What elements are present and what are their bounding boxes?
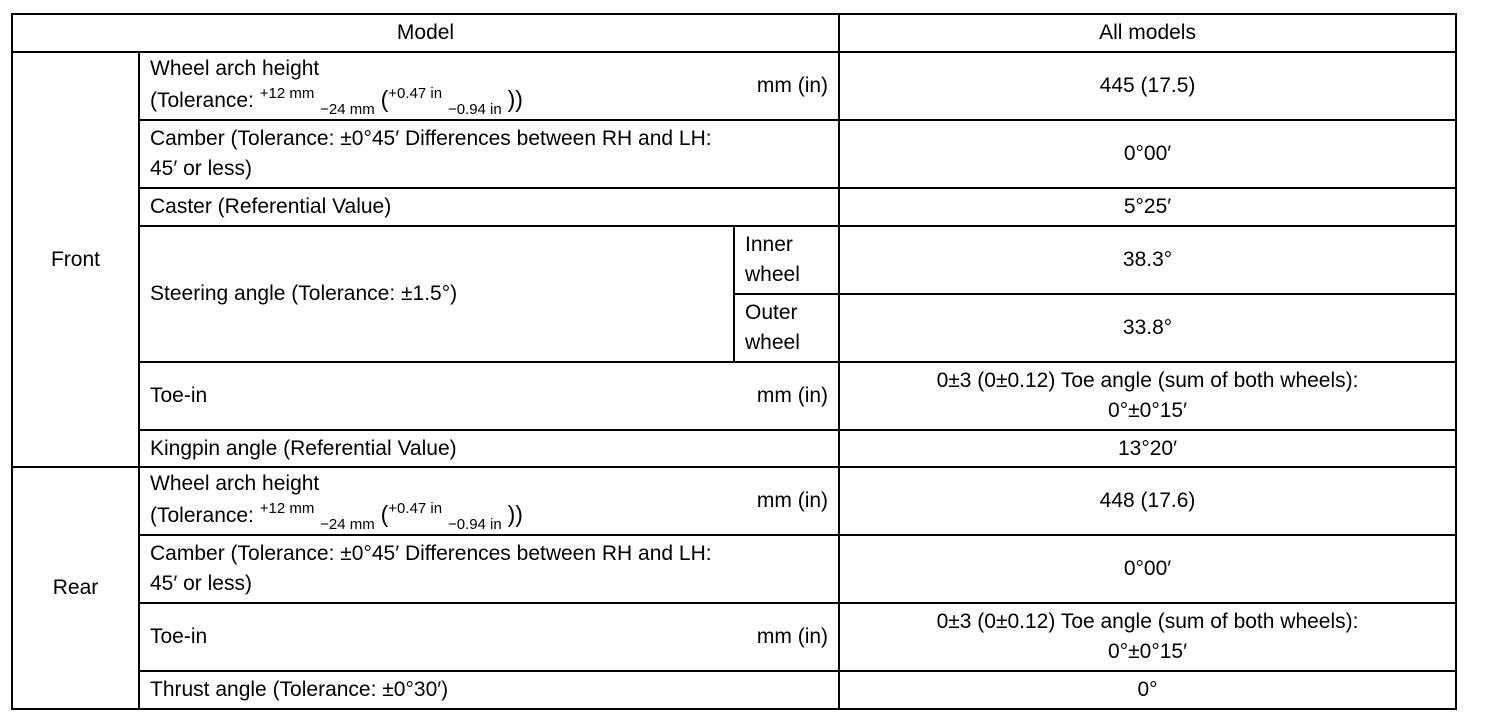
front-toe-in-value-line1: 0±3 (0±0.12) Toe angle (sum of both wheels): — [936, 369, 1359, 392]
tolerance-prefix: (Tolerance: — [150, 89, 260, 112]
front-wheel-arch-unit: mm (in) — [756, 74, 829, 97]
tolerance-mm-minus: −24 mm — [320, 516, 375, 533]
front-caster-value: 5°25′ — [839, 188, 1456, 226]
spec-table — [11, 13, 1457, 710]
outer-line1: Outer — [745, 301, 798, 324]
front-toe-in-value-line2: 0°±0°15′ — [1108, 399, 1188, 422]
rear-wheel-arch-label — [139, 467, 839, 535]
model-header: Model — [12, 14, 839, 52]
rear-camber-line2: 45′ or less) — [150, 572, 252, 595]
front-camber-line2: 45′ or less) — [150, 157, 252, 180]
tolerance-in-plus: +0.47 in — [388, 85, 443, 102]
header-row — [12, 14, 1456, 52]
rear-thrust-value: 0° — [839, 671, 1456, 709]
rear-camber-value: 0°00′ — [839, 535, 1456, 603]
rear-wheel-arch-row — [12, 467, 1456, 535]
tolerance-mm-minus: −24 mm — [320, 101, 375, 118]
tolerance-mm-plus: +12 mm — [259, 85, 315, 102]
front-toe-in-row — [12, 362, 1456, 430]
rear-toe-in-value-line2: 0°±0°15′ — [1108, 640, 1188, 663]
tolerance-paren-open: ( — [380, 86, 389, 112]
inner-line2: wheel — [745, 263, 800, 286]
tolerance-mm-plus: +12 mm — [259, 500, 315, 517]
rear-toe-in-value — [839, 603, 1456, 671]
front-steering-label: Steering angle (Tolerance: ±1.5°) — [139, 226, 734, 362]
front-steering-outer-label — [734, 294, 839, 362]
front-toe-in-value — [839, 362, 1456, 430]
rear-toe-in-unit: mm (in) — [756, 625, 829, 648]
front-toe-in-label — [139, 362, 839, 430]
front-group-label: Front — [12, 52, 139, 467]
rear-wheel-arch-title: Wheel arch height — [150, 472, 320, 495]
front-kingpin-value: 13°20′ — [839, 430, 1456, 467]
rear-thrust-label: Thrust angle (Tolerance: ±0°30′) — [139, 671, 839, 709]
rear-wheel-arch-tolerance — [150, 500, 523, 533]
rear-group-label: Rear — [12, 467, 139, 709]
tolerance-in-plus: +0.47 in — [388, 500, 443, 517]
inner-line1: Inner — [745, 233, 793, 256]
rear-toe-in-value-line1: 0±3 (0±0.12) Toe angle (sum of both wheels): — [936, 610, 1359, 633]
rear-toe-in-label — [139, 603, 839, 671]
front-wheel-arch-tolerance — [150, 85, 523, 118]
rear-wheel-arch-value: 448 (17.6) — [839, 467, 1456, 535]
rear-thrust-row — [12, 671, 1456, 709]
front-wheel-arch-title: Wheel arch height — [150, 57, 320, 80]
tolerance-paren-close: )) — [507, 501, 523, 527]
front-steering-inner-value: 38.3° — [839, 226, 1456, 294]
front-caster-row — [12, 188, 1456, 226]
tolerance-paren-open: ( — [380, 501, 389, 527]
front-caster-label: Caster (Referential Value) — [139, 188, 839, 226]
tolerance-paren-close: )) — [507, 86, 523, 112]
tolerance-in-minus: −0.94 in — [447, 516, 502, 533]
rear-toe-in-row — [12, 603, 1456, 671]
front-camber-row — [12, 120, 1456, 188]
front-toe-in-unit: mm (in) — [756, 384, 829, 407]
rear-camber-row — [12, 535, 1456, 603]
tolerance-prefix: (Tolerance: — [150, 504, 260, 527]
front-wheel-arch-label — [139, 52, 839, 120]
front-wheel-arch-row — [12, 52, 1456, 120]
rear-camber-label — [139, 535, 839, 603]
rear-toe-in-title: Toe-in — [150, 625, 208, 648]
front-wheel-arch-value: 445 (17.5) — [839, 52, 1456, 120]
front-camber-label — [139, 120, 839, 188]
front-camber-line1: Camber (Tolerance: ±0°45′ Differences between RH and LH: — [150, 127, 712, 150]
front-camber-value: 0°00′ — [839, 120, 1456, 188]
rear-camber-line1: Camber (Tolerance: ±0°45′ Differences between RH and LH: — [150, 542, 712, 565]
front-steering-inner-row — [12, 226, 1456, 294]
outer-line2: wheel — [745, 331, 800, 354]
tolerance-in-minus: −0.94 in — [447, 101, 502, 118]
front-toe-in-title: Toe-in — [150, 384, 208, 407]
front-steering-inner-label — [734, 226, 839, 294]
all-models-header: All models — [839, 14, 1456, 52]
front-kingpin-label: Kingpin angle (Referential Value) — [139, 430, 839, 467]
front-steering-outer-value: 33.8° — [839, 294, 1456, 362]
front-kingpin-row — [12, 430, 1456, 467]
rear-wheel-arch-unit: mm (in) — [756, 489, 829, 512]
